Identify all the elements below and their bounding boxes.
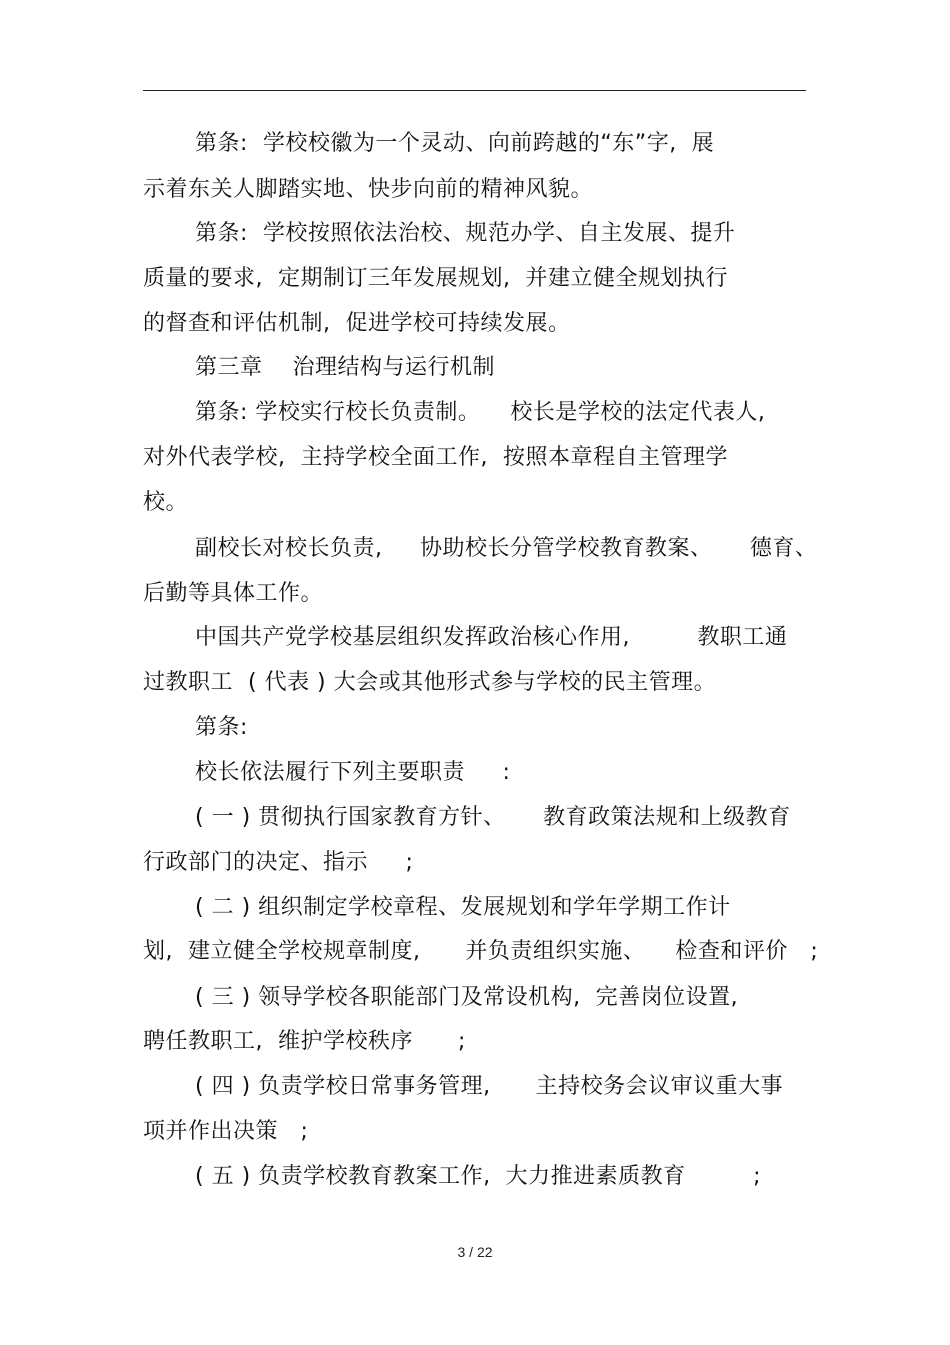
paragraph-line: 第条: 学校校徽为一个灵动、向前跨越的“东”字, 展 bbox=[195, 131, 715, 156]
paragraph-line: 对外代表学校, 主持学校全面工作, 按照本章程自主管理学 bbox=[143, 445, 728, 470]
paragraph-line: 第条: 学校实行校长负责制。 校长是学校的法定代表人, bbox=[195, 400, 766, 425]
paragraph-line: ( 五 ) 负责学校教育教案工作, 大力推进素质教育 ; bbox=[195, 1164, 761, 1189]
paragraph-line: 划, 建立健全学校规章制度, 并负责组织实施、 检查和评价 ; bbox=[143, 939, 819, 964]
paragraph-line: ( 三 ) 领导学校各职能部门及常设机构, 完善岗位设置, bbox=[195, 985, 739, 1010]
paragraph-line: 示着东关人脚踏实地、快步向前的精神风貌。 bbox=[143, 177, 594, 202]
paragraph-line: 聘任教职工, 维护学校秩序 ; bbox=[143, 1029, 466, 1054]
paragraph-line: ( 二 ) 组织制定学校章程、发展规划和学年学期工作计 bbox=[195, 895, 731, 920]
paragraph-line: 质量的要求, 定期制订三年发展规划, 并建立健全规划执行 bbox=[143, 266, 728, 291]
paragraph-line: 的督查和评估机制, 促进学校可持续发展。 bbox=[143, 311, 571, 336]
paragraph-line: 第条: bbox=[195, 715, 248, 740]
paragraph-line: ( 四 ) 负责学校日常事务管理, 主持校务会议审议重大事 bbox=[195, 1074, 784, 1099]
chapter-heading: 第三章 治理结构与运行机制 bbox=[195, 355, 495, 380]
paragraph-line: 行政部门的决定、指示 ; bbox=[143, 850, 414, 875]
paragraph-line: 中国共产党学校基层组织发挥政治核心作用, 教职工通 bbox=[195, 625, 788, 650]
paragraph-line: ( 一 ) 贯彻执行国家教育方针、 教育政策法规和上级教育 bbox=[195, 805, 791, 830]
paragraph-line: 第条: 学校按照依法治校、规范办学、自主发展、提升 bbox=[195, 221, 736, 246]
paragraph-line: 后勤等具体工作。 bbox=[143, 581, 324, 606]
paragraph-line: 项并作出决策 ; bbox=[143, 1119, 309, 1144]
paragraph-line: 校。 bbox=[143, 490, 189, 515]
header-rule bbox=[143, 90, 806, 91]
paragraph-line: 副校长对校长负责, 协助校长分管学校教育教案、 德育、 bbox=[195, 536, 818, 561]
paragraph-line: 校长依法履行下列主要职责 : bbox=[195, 760, 511, 785]
paragraph-line: 过教职工 ( 代表 ) 大会或其他形式参与学校的民主管理。 bbox=[143, 670, 717, 695]
page-number: 3 / 22 bbox=[457, 1244, 493, 1260]
